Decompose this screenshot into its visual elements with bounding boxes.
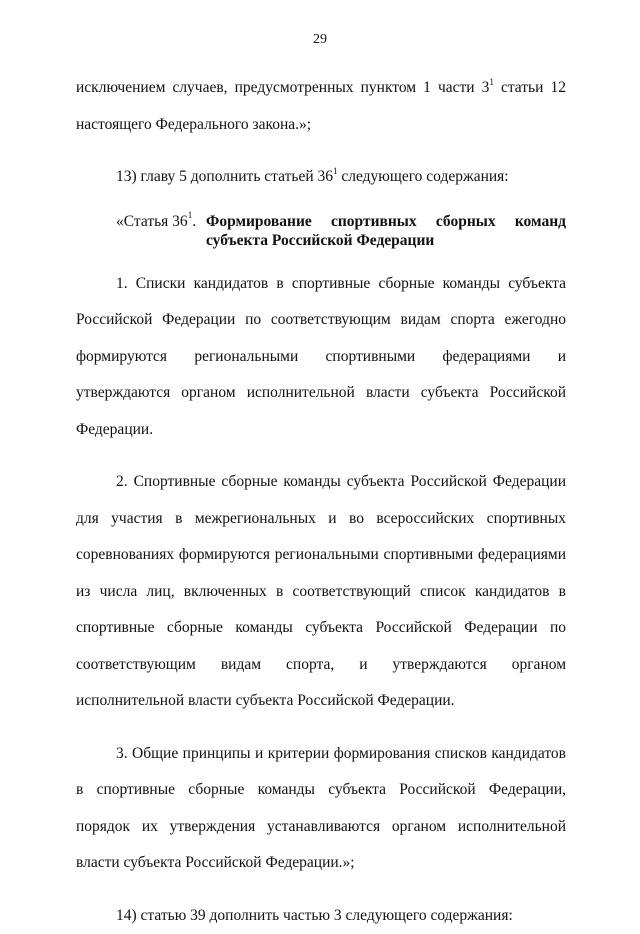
article-number: «Статья $36^1$. [116, 212, 206, 250]
paragraph-point-1: 1. Списки кандидатов в спортивные сборные команды субъекта Российской Федерации по соответствующим видам спорта ежегодно формируются региональными спортивными федерациями и утверждаются органом исполнительной власти субъекта Российской Федерации. [76, 266, 566, 449]
paragraph-item-14: 14) статью 39 дополнить частью 3 следующего содержания: [76, 898, 566, 934]
paragraph-point-3: 3. Общие принципы и критерии формирования списков кандидатов в спортивные сборные команды субъекта Российской Федерации, порядок их утверждения устанавливаются органом исполнительной власти субъекта Российской Федерации.»; [76, 736, 566, 882]
article-heading-block [76, 212, 566, 250]
article-heading [76, 212, 566, 250]
paragraph-item-13: 13) главу 5 дополнить статьей $36^1$ следующего содержания: [76, 159, 566, 196]
superscript: 1 [489, 77, 494, 87]
paragraph-point-2: 2. Спортивные сборные команды субъекта Российской Федерации для участия в межрегиональных и во всероссийских спортивных соревнованиях формируются региональными спортивными федерациями из числа лиц, включенных в соответствующий список кандидатов в спортивные сборные команды субъекта Российской Федерации по соответствующим видам спорта, и утверждаются органом исполнительной власти субъекта Российской Федерации. [76, 464, 566, 720]
article-title: Формирование спортивных сборных команд субъекта Российской Федерации [206, 212, 566, 250]
document-body [76, 70, 566, 934]
superscript: 1 [333, 166, 338, 176]
paragraph-continuation: исключением случаев, предусмотренных пунктом 1 части $3^1$ статьи 12 настоящего Федерального закона.»; [76, 70, 566, 143]
page-number: 29 [0, 32, 640, 48]
